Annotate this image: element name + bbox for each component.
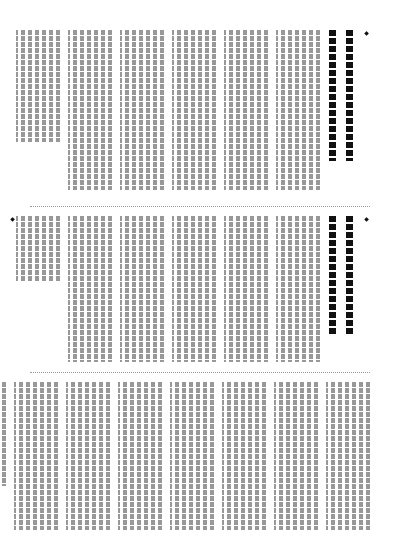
body-column: [222, 382, 266, 530]
tier-divider: [30, 206, 370, 207]
body-column: [16, 216, 60, 362]
article-heading: [345, 30, 354, 190]
article: [16, 216, 370, 362]
article-heading-continued: [328, 216, 337, 362]
tier-divider: [30, 372, 370, 373]
body-column: [0, 382, 6, 530]
article: [0, 382, 370, 530]
body-column: [224, 30, 268, 190]
body-column: [120, 216, 164, 362]
tier-middle: [30, 216, 370, 362]
body-column: [274, 382, 318, 530]
article: [16, 30, 370, 190]
body-column: [170, 382, 214, 530]
tier-top: [30, 30, 370, 190]
body-column: [326, 382, 370, 530]
body-column: [16, 30, 60, 190]
heading-marker-icon: [362, 216, 370, 362]
article-heading-continued: [328, 30, 337, 190]
heading-marker-icon: [362, 30, 370, 190]
heading-marker-icon: [8, 216, 16, 362]
body-column: [172, 216, 216, 362]
body-column: [276, 30, 320, 190]
article-heading: [345, 216, 354, 362]
body-column: [68, 216, 112, 362]
article: [0, 216, 16, 362]
body-column: [118, 382, 162, 530]
body-column: [14, 382, 58, 530]
body-column: [120, 30, 164, 190]
body-column: [224, 216, 268, 362]
body-column: [68, 30, 112, 190]
tier-bottom: [30, 382, 370, 530]
body-column: [276, 216, 320, 362]
body-column: [172, 30, 216, 190]
body-column: [66, 382, 110, 530]
